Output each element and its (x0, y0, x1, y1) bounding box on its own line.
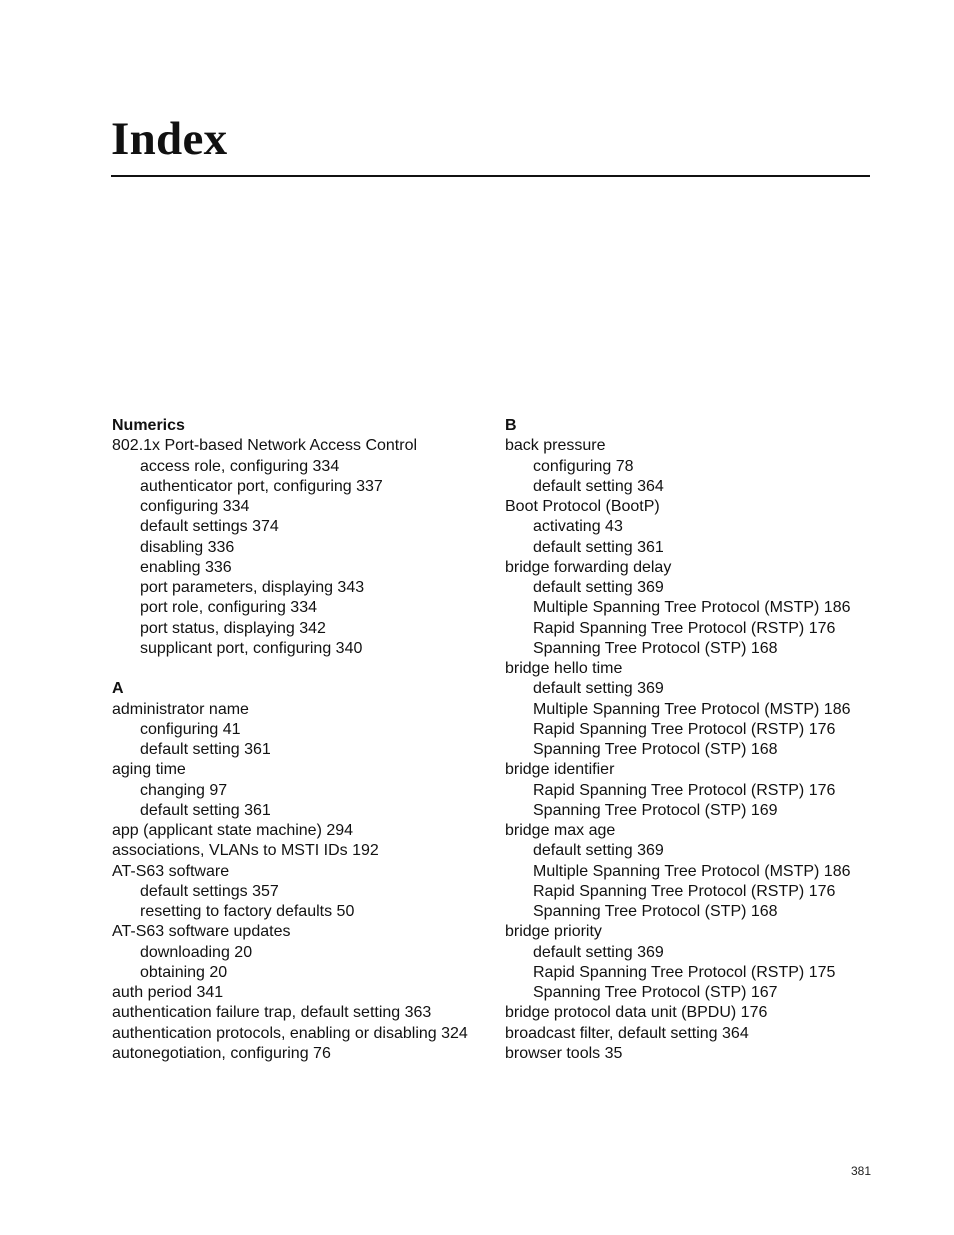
index-entry: bridge forwarding delay (505, 558, 672, 576)
index-subentry: Rapid Spanning Tree Protocol (RSTP) 175 (533, 963, 836, 981)
index-subentry: obtaining 20 (140, 963, 228, 981)
index-subentry: port role, configuring 334 (140, 599, 317, 617)
index-entry: aging time (112, 761, 186, 779)
index-entry: authentication protocols, enabling or disabling 324 (112, 1024, 468, 1042)
page-title: Index (111, 113, 228, 165)
index-subentry: configuring 41 (140, 720, 241, 738)
index-subentry: default setting 364 (533, 477, 664, 495)
index-subentry: Spanning Tree Protocol (STP) 167 (533, 984, 778, 1001)
index-subentry: Multiple Spanning Tree Protocol (MSTP) 186 (533, 599, 851, 617)
index-subentry: Rapid Spanning Tree Protocol (RSTP) 176 (533, 781, 836, 799)
index-subentry: Rapid Spanning Tree Protocol (RSTP) 176 (533, 882, 836, 900)
index-subentry: default setting 369 (533, 680, 664, 698)
index-column-left (112, 416, 492, 1064)
index-subentry: Spanning Tree Protocol (STP) 168 (533, 741, 778, 758)
index-subentry: Multiple Spanning Tree Protocol (MSTP) 186 (533, 700, 851, 718)
index-subentry: Spanning Tree Protocol (STP) 168 (533, 639, 778, 657)
index-subentry: default setting 361 (140, 741, 271, 758)
index-subentry: resetting to factory defaults 50 (140, 903, 355, 920)
index-subentry: activating 43 (533, 518, 623, 536)
index-subentry: default settings 357 (140, 882, 279, 900)
index-subentry: enabling 336 (140, 558, 232, 576)
index-entry: autonegotiation, configuring 76 (112, 1044, 331, 1062)
index-subentry: Rapid Spanning Tree Protocol (RSTP) 176 (533, 619, 836, 637)
index-entry: app (applicant state machine) 294 (112, 822, 354, 839)
index-subentry: disabling 336 (140, 538, 235, 556)
index-subentry: default setting 361 (533, 538, 664, 556)
index-subentry: default setting 369 (533, 842, 664, 860)
index-entry: 802.1x Port-based Network Access Control (112, 437, 418, 455)
index-subentry: port parameters, displaying 343 (140, 579, 365, 596)
index-section-heading: B (505, 417, 517, 434)
index-subentry: authenticator port, configuring 337 (140, 477, 383, 495)
index-subentry: Spanning Tree Protocol (STP) 169 (533, 801, 778, 819)
index-entry: back pressure (505, 437, 606, 455)
index-subentry: default setting 369 (533, 943, 664, 961)
index-subentry: Spanning Tree Protocol (STP) 168 (533, 903, 778, 920)
index-entry: bridge protocol data unit (BPDU) 176 (505, 1004, 768, 1022)
index-entry: administrator name (112, 700, 249, 718)
index-entry: broadcast filter, default setting 364 (505, 1024, 749, 1042)
index-entry: associations, VLANs to MSTI IDs 192 (112, 842, 379, 860)
index-subentry: default setting 361 (140, 801, 271, 819)
index-entry: AT-S63 software (112, 862, 230, 880)
index-subentry: default setting 369 (533, 579, 664, 596)
index-subentry: port status, displaying 342 (140, 619, 326, 637)
index-subentry: access role, configuring 334 (140, 457, 340, 475)
index-entry: authentication failure trap, default setting 363 (112, 1004, 432, 1022)
page-number: 381 (851, 1164, 872, 1178)
index-entry: bridge priority (505, 923, 602, 941)
index-entry: browser tools 35 (505, 1044, 623, 1062)
index-subentry: configuring 334 (140, 498, 250, 515)
index-entry: bridge identifier (505, 761, 615, 779)
index-subentry: changing 97 (140, 781, 228, 799)
index-subentry: default settings 374 (140, 518, 279, 536)
title-rule (111, 175, 870, 177)
index-subentry: configuring 78 (533, 457, 634, 475)
index-entry: auth period 341 (112, 984, 224, 1001)
index-subentry: downloading 20 (140, 943, 253, 961)
index-spacer (112, 659, 492, 679)
index-subentry: supplicant port, configuring 340 (140, 639, 363, 657)
index-entry: bridge hello time (505, 660, 623, 677)
index-section-heading: A (112, 680, 124, 698)
index-entry: bridge max age (505, 822, 616, 839)
index-subentry: Multiple Spanning Tree Protocol (MSTP) 186 (533, 862, 851, 880)
index-entry: Boot Protocol (BootP) (505, 498, 660, 515)
index-entry: AT-S63 software updates (112, 923, 291, 941)
index-section-heading: Numerics (112, 417, 185, 434)
index-subentry: Rapid Spanning Tree Protocol (RSTP) 176 (533, 720, 836, 738)
index-column-right (505, 416, 885, 1064)
